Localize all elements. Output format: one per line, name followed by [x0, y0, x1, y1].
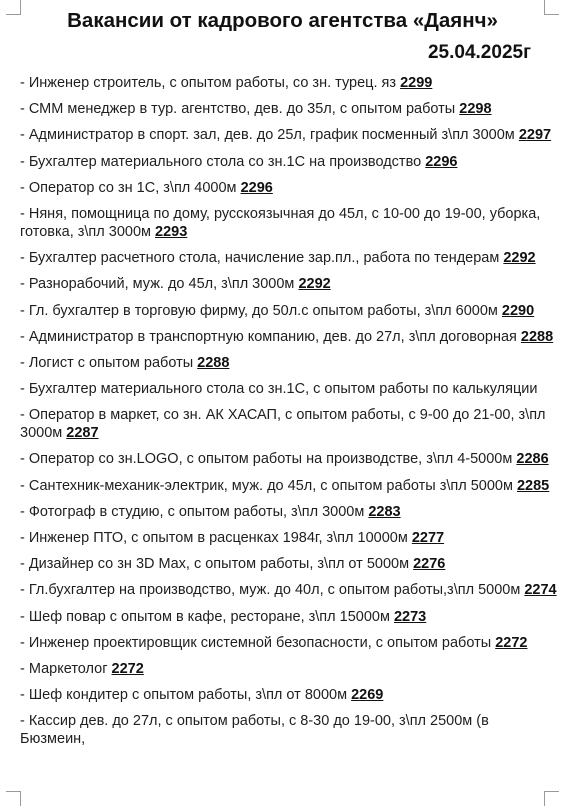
- vacancy-text: - Разнорабочий, муж. до 45л, з\пл 3000м: [20, 276, 299, 293]
- vacancy-text: - Инженер проектировщик системной безопасности, с опытом работы: [20, 634, 496, 651]
- vacancy-item: [20, 100, 557, 118]
- vacancy-code: 2285: [516, 477, 550, 494]
- vacancy-code: 2288: [197, 354, 230, 371]
- vacancy-text: - Кассир дев. до 27л, с опытом работы, с 8-30 до 19-00, з\пл 2500м (в Бюзмеин,: [20, 713, 489, 748]
- vacancy-code: 2274: [524, 582, 557, 599]
- vacancy-code: 2293: [155, 223, 188, 240]
- vacancy-text: - Оператор в маркет, со зн. АК ХАСАП, с опытом работы, с 9-00 до 21-00, з\пл 3000м: [20, 407, 546, 442]
- vacancy-code: 2290: [501, 302, 535, 319]
- vacancy-item: [20, 660, 557, 678]
- vacancy-item: [20, 380, 557, 398]
- document-date: 25.04.2025г: [427, 42, 531, 63]
- vacancy-code: 2286: [516, 451, 549, 468]
- crop-mark-bottom-right: [544, 791, 559, 806]
- vacancy-code: 2297: [518, 127, 552, 144]
- vacancy-code: 2298: [459, 101, 492, 118]
- vacancy-text: - Фотограф в студию, с опытом работы, з\пл 3000м: [20, 503, 369, 520]
- vacancy-list: [20, 74, 557, 757]
- vacancy-item: [20, 328, 557, 346]
- vacancy-text: - Администратор в транспортную компанию, дев. до 27л, з\пл договорная: [20, 328, 521, 345]
- vacancy-text: - Маркетолог: [20, 660, 112, 677]
- vacancy-code: 2272: [111, 660, 144, 677]
- vacancy-text: - Оператор со зн.LOGO, с опытом работы на производстве, з\пл 4-5000м: [20, 451, 517, 468]
- vacancy-code: 2288: [520, 328, 554, 345]
- vacancy-text: - Инженер ПТО, с опытом в расценках 1984г, з\пл 10000м: [20, 530, 412, 546]
- vacancy-item: [20, 503, 557, 521]
- vacancy-item: [20, 302, 557, 320]
- vacancy-code: 2296: [240, 179, 273, 196]
- vacancy-item: [20, 608, 557, 626]
- vacancy-item: [20, 354, 557, 372]
- vacancy-text: - Инженер строитель, с опытом работы, со зн. турец. яз: [20, 75, 401, 91]
- vacancy-code: 2283: [368, 503, 401, 520]
- vacancy-item: [20, 179, 557, 197]
- vacancy-item: [20, 275, 557, 293]
- vacancy-code: 2296: [425, 153, 458, 170]
- vacancy-text: - Гл. бухгалтер в торговую фирму, до 50л.с опытом работы, з\пл 6000м: [20, 302, 502, 319]
- vacancy-code: 2292: [298, 276, 331, 293]
- vacancy-text: - Бухгалтер материального стола со зн.1С, с опытом работы по калькуляции: [20, 381, 538, 398]
- vacancy-item: [20, 450, 557, 468]
- vacancy-text: - СММ менеджер в тур. агентство, дев. до 35л, с опытом работы: [20, 101, 460, 118]
- vacancy-text: - Бухгалтер расчетного стола, начисление зар.пл., работа по тендерам: [20, 250, 504, 267]
- vacancy-code: 2277: [411, 530, 445, 546]
- vacancy-item: [20, 74, 557, 92]
- vacancy-code: 2273: [393, 608, 427, 625]
- crop-mark-bottom-left: [6, 791, 21, 806]
- vacancy-text: - Администратор в спорт. зал, дев. до 25л, график посменный з\пл 3000м: [20, 127, 519, 144]
- vacancy-text: - Оператор со зн 1С, з\пл 4000м: [20, 179, 241, 196]
- vacancy-text: - Шеф повар с опытом в кафе, ресторане, з\пл 15000м: [20, 608, 394, 625]
- vacancy-code: 2272: [495, 634, 528, 651]
- vacancy-item: [20, 581, 557, 599]
- vacancy-text: - Гл.бухгалтер на производство, муж. до 40л, с опытом работы,з\пл 5000м: [20, 582, 525, 599]
- vacancy-item: [20, 126, 557, 144]
- vacancy-item: [20, 555, 557, 573]
- vacancy-item: [20, 529, 557, 547]
- vacancy-text: - Логист с опытом работы: [20, 354, 198, 371]
- vacancy-item: [20, 153, 557, 171]
- vacancy-text: - Сантехник-механик-электрик, муж. до 45л, с опытом работы з\пл 5000м: [20, 477, 517, 494]
- vacancy-code: 2276: [413, 556, 446, 573]
- vacancy-code: 2292: [503, 250, 536, 267]
- vacancy-text: - Шеф кондитер с опытом работы, з\пл от 8000м: [20, 687, 352, 704]
- vacancy-item: [20, 406, 557, 442]
- document-title: Вакансии от кадрового агентства «Даянч»: [67, 9, 498, 32]
- vacancy-item: [20, 249, 557, 267]
- vacancy-code: 2299: [400, 75, 433, 91]
- vacancy-item: [20, 634, 557, 652]
- vacancy-item: [20, 712, 557, 748]
- vacancy-text: - Дизайнер со зн 3D Max, с опытом работы, з\пл от 5000м: [20, 556, 414, 573]
- vacancy-text: - Няня, помощница по дому, русскоязычная до 45л, с 10-00 до 19-00, уборка, готовка, з\пл 3000м: [20, 205, 541, 240]
- vacancy-code: 2287: [66, 425, 99, 442]
- vacancy-item: [20, 205, 557, 241]
- vacancy-item: [20, 477, 557, 495]
- vacancy-text: - Бухгалтер материального стола со зн.1С на производство: [20, 153, 426, 170]
- vacancy-item: [20, 686, 557, 704]
- vacancy-code: 2269: [351, 687, 384, 704]
